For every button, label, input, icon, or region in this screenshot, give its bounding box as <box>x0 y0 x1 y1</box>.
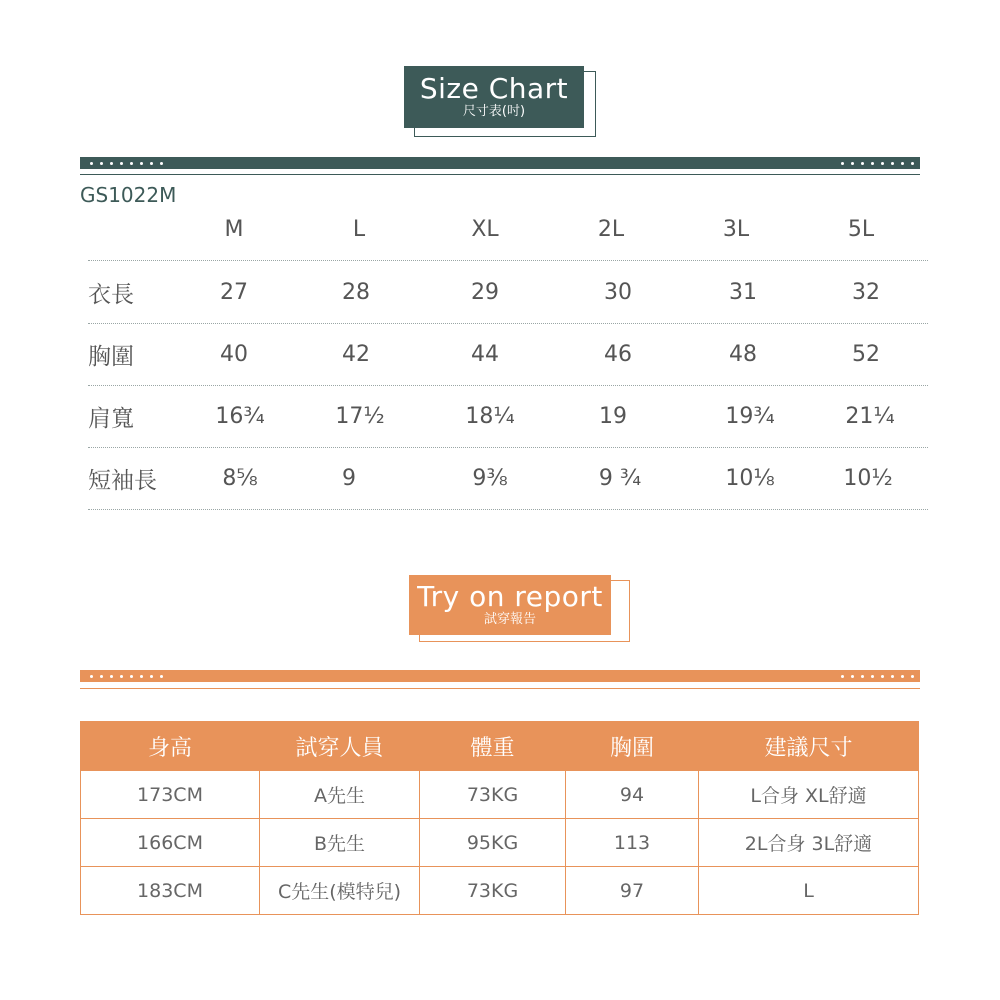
try-on-band-line <box>80 688 920 689</box>
measure-value: 42 <box>342 341 370 367</box>
table-cell: A先生 <box>260 771 420 819</box>
measure-value: 52 <box>852 341 880 367</box>
size-header-row <box>88 198 928 261</box>
measure-value: 16¾ <box>215 403 265 429</box>
size-label: L <box>352 216 366 242</box>
try-on-subtitle: 試穿報告 <box>483 612 536 627</box>
column-header: 身高 <box>81 722 260 771</box>
table-cell: B先生 <box>260 819 420 867</box>
table-cell: 183CM <box>81 867 260 915</box>
measure-value: 10⅛ <box>725 465 775 491</box>
band-dots-left <box>90 670 163 682</box>
size-chart-band-line <box>80 174 920 175</box>
table-cell: 2L合身 3L舒適 <box>699 819 919 867</box>
measure-value: 19¾ <box>725 403 775 429</box>
measure-label: 肩寬 <box>88 405 134 432</box>
try-on-title: Try on report <box>417 580 603 613</box>
table-cell: C先生(模特兒) <box>260 867 420 915</box>
table-cell: 73KG <box>420 771 566 819</box>
size-label: M <box>224 216 244 242</box>
size-chart-subtitle: 尺寸表(吋) <box>462 104 526 119</box>
measure-value: 30 <box>604 279 632 305</box>
column-header: 體重 <box>420 722 566 771</box>
column-header: 建議尺寸 <box>699 722 919 771</box>
band-dots-left <box>90 157 163 169</box>
measure-value: 46 <box>604 341 632 367</box>
measure-row-shoulder <box>88 385 928 448</box>
band-dots-right <box>841 670 914 682</box>
measure-row-sleeve <box>88 447 928 510</box>
measure-value: 8⅝ <box>222 465 258 491</box>
measure-value: 40 <box>220 341 248 367</box>
measure-value: 44 <box>471 341 499 367</box>
measure-value: 17½ <box>335 403 385 429</box>
measure-value: 9 ¾ <box>598 465 642 491</box>
measure-label: 胸圍 <box>88 343 134 370</box>
measure-label: 衣長 <box>88 281 134 308</box>
size-chart-band <box>80 157 920 169</box>
size-chart-title: Size Chart <box>419 72 569 105</box>
table-row <box>81 819 919 867</box>
measure-value: 31 <box>729 279 757 305</box>
table-cell: 97 <box>566 867 699 915</box>
table-row <box>81 771 919 819</box>
size-label: XL <box>471 216 499 242</box>
try-on-table <box>80 721 919 915</box>
measure-value: 29 <box>471 279 499 305</box>
measure-value: 28 <box>342 279 370 305</box>
measure-value: 21¼ <box>845 403 895 429</box>
band-dots-right <box>841 157 914 169</box>
model-number: GS1022M <box>80 183 177 207</box>
table-cell: 113 <box>566 819 699 867</box>
table-cell: L合身 XL舒適 <box>699 771 919 819</box>
measure-row-chest <box>88 323 928 386</box>
table-cell: 95KG <box>420 819 566 867</box>
measure-label: 短袖長 <box>88 467 157 494</box>
measure-value: 27 <box>220 279 248 305</box>
size-label: 2L <box>597 216 625 242</box>
size-label: 3L <box>722 216 750 242</box>
measure-value: 32 <box>852 279 880 305</box>
measure-value: 9⅜ <box>472 465 508 491</box>
measure-value: 18¼ <box>465 403 515 429</box>
measure-value: 10½ <box>843 465 893 491</box>
measure-value: 9 <box>342 465 356 491</box>
measure-value: 48 <box>729 341 757 367</box>
measure-value: 19 <box>599 403 627 429</box>
measure-row-length <box>88 261 928 324</box>
try-on-title-box <box>409 575 611 635</box>
table-cell: 173CM <box>81 771 260 819</box>
column-header: 胸圍 <box>566 722 699 771</box>
table-cell: 166CM <box>81 819 260 867</box>
size-chart-title-fill <box>404 66 584 128</box>
table-row <box>81 867 919 915</box>
table-cell: 94 <box>566 771 699 819</box>
table-cell: 73KG <box>420 867 566 915</box>
table-cell: L <box>699 867 919 915</box>
try-on-title-fill <box>409 575 611 635</box>
column-header: 試穿人員 <box>260 722 420 771</box>
size-chart-title-box <box>404 66 584 128</box>
try-on-header-row <box>81 722 919 771</box>
try-on-band <box>80 670 920 682</box>
size-label: 5L <box>847 216 875 242</box>
